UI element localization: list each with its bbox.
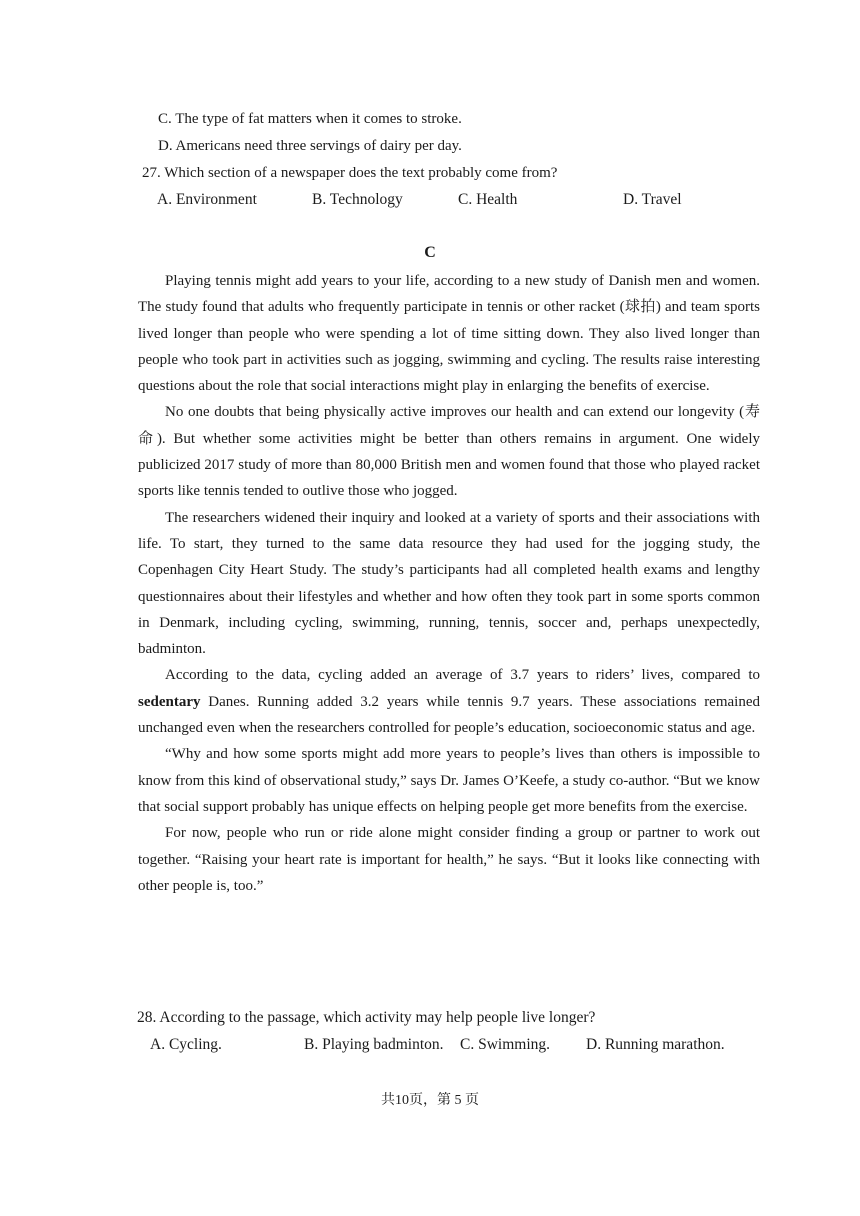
- passage: [138, 268, 760, 899]
- q27-option-d: D. Travel: [623, 191, 682, 208]
- q27-option-b: B. Technology: [312, 191, 403, 208]
- paragraph-4: [138, 662, 760, 741]
- section-letter: C: [424, 244, 436, 261]
- option-d-q26: D. Americans need three servings of dairy per day.: [158, 138, 462, 154]
- paragraph-4-part-b: Danes. Running added 3.2 years while tennis 9.7 years. These associations remained unchanged even when the researchers controlled for people’s education, socioeconomic status and age.: [138, 693, 760, 737]
- q28-option-b: B. Playing badminton.: [304, 1036, 444, 1053]
- question-28: 28. According to the passage, which activity may help people live longer?: [137, 1009, 596, 1026]
- paragraph-6: For now, people who run or ride alone might consider finding a group or partner to work out together. “Raising your heart rate is important for health,” he says. “But it looks like connecting with other people is, too.”: [138, 825, 760, 894]
- question-28-options: [0, 1035, 860, 1055]
- q27-option-a: A. Environment: [157, 191, 257, 208]
- paragraph-3: The researchers widened their inquiry and looked at a variety of sports and their associations with life. To start, they turned to the same data resource they had used for the jogging study, the Copenhagen City Heart Study. The study’s participants had all completed health exams and lengthy questionnaires about their lifestyles and whether and how often they took part in some sports common in Denmark, including cycling, swimming, running, tennis, soccer and, perhaps unexpectedly, badminton.: [138, 509, 760, 658]
- q28-option-c: C. Swimming.: [460, 1036, 551, 1053]
- paragraph-1: Playing tennis might add years to your life, according to a new study of Danish men and women. The study found that adults who frequently participate in tennis or other racket (球拍) and team sports lived longer than people who were spending a lot of time sitting down. They also lived longer than people who took part in activities such as jogging, swimming and cycling. The results raise interesting questions about the role that social interactions might play in enlarging the benefits of exercise.: [138, 273, 760, 395]
- q28-option-d: D. Running marathon.: [586, 1036, 725, 1053]
- q27-option-c: C. Health: [458, 191, 518, 208]
- option-c-q26: C. The type of fat matters when it comes to stroke.: [158, 111, 462, 127]
- question-27-options: [0, 190, 860, 210]
- q28-option-a: A. Cycling.: [150, 1036, 222, 1053]
- question-27: 27. Which section of a newspaper does the text probably come from?: [142, 165, 558, 181]
- paragraph-2: No one doubts that being physically active improves our health and can extend our longevity (寿命). But whether some activities might be better than others remains in argument. One widely publicized 2017 study of more than 80,000 British men and women found that those who played racket sports like tennis tended to outlive those who jogged.: [138, 404, 760, 500]
- paragraph-4-part-a: According to the data, cycling added an average of 3.7 years to riders’ lives, compared to: [165, 667, 760, 684]
- paragraph-5: “Why and how some sports might add more years to people’s lives than others is impossible to know from this kind of observational study,” says Dr. James O’Keefe, a study co-author. “But we know that social support probably has unique effects on helping people get more benefits from the exercise.: [138, 746, 760, 815]
- page-footer: 共10页，第 5 页: [381, 1093, 479, 1108]
- vocab-word: sedentary: [138, 693, 201, 710]
